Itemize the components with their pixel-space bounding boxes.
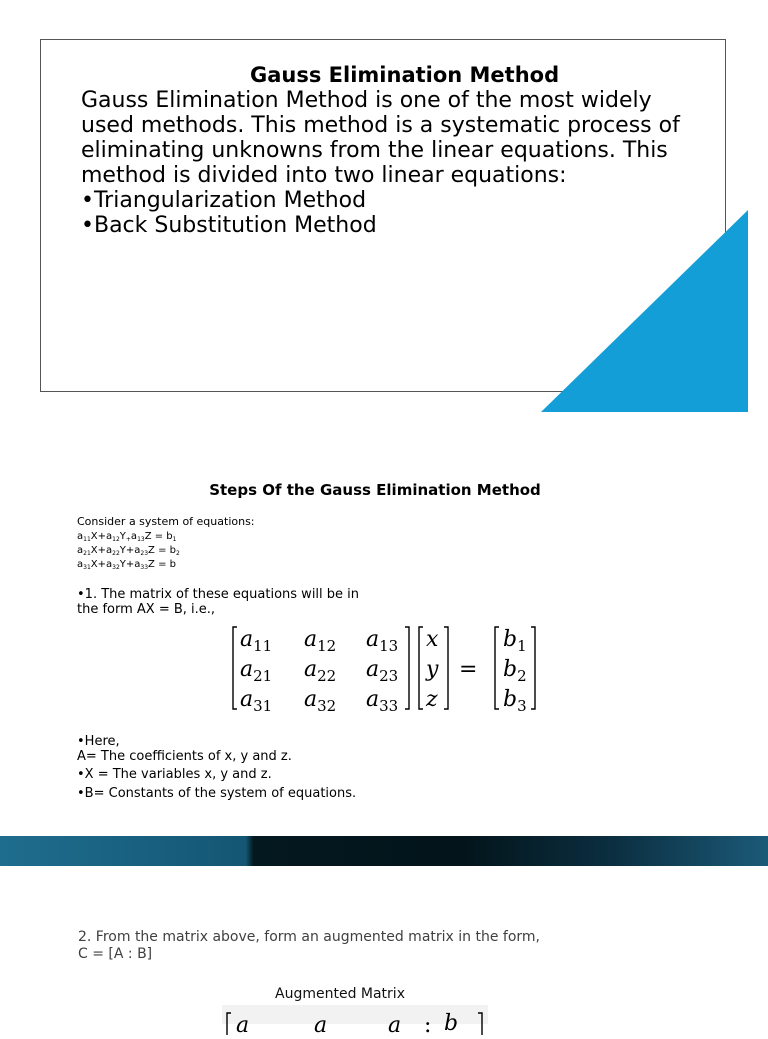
svg-text:a11: $a_{11}$ xyxy=(240,627,273,655)
step-1-line-1: •1. The matrix of these equations will be in xyxy=(77,587,360,602)
svg-text:b3: $b_3$ xyxy=(503,687,527,715)
svg-text:a12: $a_{12}$ xyxy=(304,627,337,655)
svg-text:a31: $a_{31}$ xyxy=(240,687,273,715)
svg-text:a32: $a_{32}$ xyxy=(304,687,337,715)
svg-text:b1: $b_1$ xyxy=(503,627,527,655)
dark-gradient-band xyxy=(0,836,768,866)
svg-text:a13: $a_{13}$ xyxy=(366,627,399,655)
slide-1-body xyxy=(81,88,681,238)
definition-b: •B= Constants of the system of equations. xyxy=(77,786,357,801)
svg-text:b2: $b_2$ xyxy=(503,657,527,685)
svg-text:a23: $a_{23}$ xyxy=(366,657,399,685)
svg-text:a21: $a_{21}$ xyxy=(240,657,273,685)
svg-text:a33: $a_{33}$ xyxy=(366,687,399,715)
svg-text:=: = xyxy=(459,657,478,682)
matrix-equation-image xyxy=(228,622,540,714)
svg-text:a22: $a_{22}$ xyxy=(304,657,337,685)
step-1-line-2: the form AX = B, i.e., xyxy=(77,602,216,617)
svg-text:x: x xyxy=(426,627,439,652)
here-label: •Here, xyxy=(77,734,120,749)
svg-text::: : xyxy=(424,1013,432,1038)
step-2-line-2: C = [A : B] xyxy=(78,946,153,962)
slide-1-paragraph: Gauss Elimination Method is one of the most widely used methods. This method is a systematic process of eliminating unknowns from the linear equations. This method is divided into two linear equations: xyxy=(81,88,680,188)
svg-text:a: a xyxy=(388,1013,402,1038)
augmented-matrix-partial xyxy=(222,1005,488,1038)
definition-x: •X = The variables x, y and z. xyxy=(77,767,272,782)
intro-text: Consider a system of equations: xyxy=(77,515,255,528)
svg-text:a: a xyxy=(314,1013,328,1038)
equation-2: $a_{21}X+a_{22}Y+a_{23}Z = b_2$ xyxy=(77,545,180,557)
augmented-matrix-image xyxy=(222,1005,488,1038)
definition-a: A= The coefficients of x, y and z. xyxy=(77,749,292,764)
slide-2-title: Steps Of the Gauss Elimination Method xyxy=(209,481,541,499)
slide-1-title: Gauss Elimination Method xyxy=(250,63,560,87)
step-2-line-1: 2. From the matrix above, form an augmented matrix in the form, xyxy=(78,929,540,945)
svg-text:b: b xyxy=(444,1011,459,1036)
bullet-back-substitution: •Back Substitution Method xyxy=(81,213,377,238)
svg-text:z: z xyxy=(426,687,438,712)
equation-1: $a_{11}X+a_{12}Y_+a_{13}Z = b_1$ xyxy=(77,531,177,543)
augmented-matrix-label: Augmented Matrix xyxy=(275,986,405,1002)
svg-text:y: y xyxy=(426,657,439,682)
step-2-text xyxy=(78,929,540,963)
svg-text:a: a xyxy=(236,1013,250,1038)
bullet-triangularization: •Triangularization Method xyxy=(81,188,367,213)
equation-3: $a_{31}X+a_{32}Y+a_{33}Z = b$ xyxy=(77,559,176,571)
